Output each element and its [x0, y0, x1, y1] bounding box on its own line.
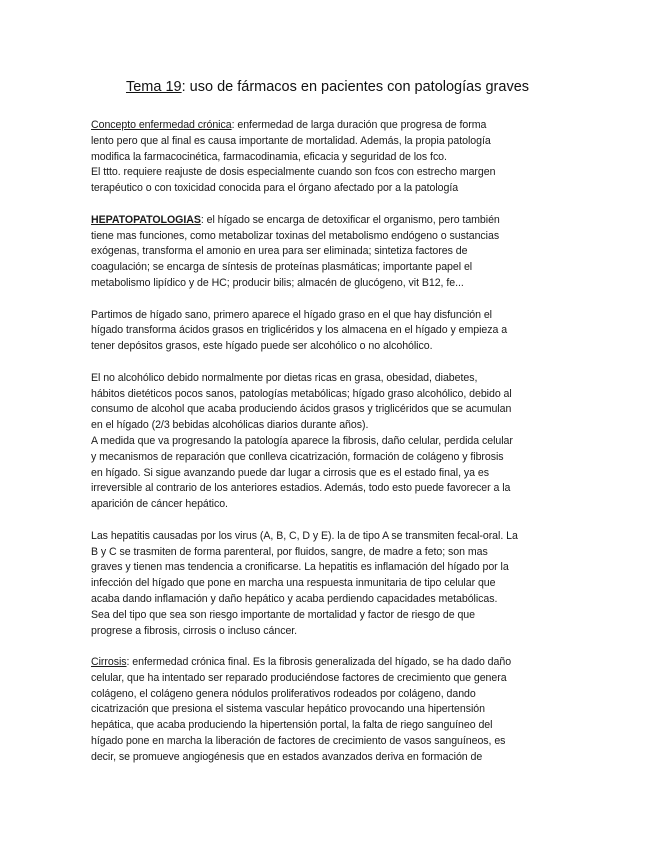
- paragraph: [91, 308, 581, 355]
- text-line: [91, 687, 581, 703]
- text-line: [91, 466, 581, 482]
- line-text: en hígado. Si sigue avanzando puede dar lugar a cirrosis que es el estado final, ya es: [91, 466, 489, 479]
- text-line: [91, 213, 581, 229]
- text-line: [91, 624, 581, 640]
- line-text: : enfermedad de larga duración que progresa de forma: [231, 119, 487, 131]
- line-text: en el hígado (2/3 bebidas alcohólicas diarios durante años).: [91, 419, 369, 432]
- line-text: Sea del tipo que sea son riesgo importante de mortalidad y factor de riesgo de que: [91, 608, 475, 621]
- text-line: [91, 481, 581, 497]
- line-text: Partimos de hígado sano, primero aparece el hígado graso en el que hay disfunción el: [91, 308, 492, 321]
- line-text: tener depósitos grasos, este hígado puede ser alcohólico o no alcohólico.: [91, 340, 433, 353]
- text-line: [91, 497, 581, 513]
- title-text: : uso de fármacos en pacientes con patologías graves: [181, 79, 530, 95]
- text-line: [91, 165, 581, 181]
- text-line: [91, 244, 581, 260]
- text-line: [91, 450, 581, 466]
- text-line: [91, 134, 581, 150]
- section-term: HEPATOPATOLOGIAS: [91, 213, 201, 226]
- text-line: [91, 339, 581, 355]
- line-text: : enfermedad crónica final. Es la fibrosis generalizada del hígado, se ha dado daño: [126, 656, 512, 669]
- text-line: [91, 545, 581, 561]
- text-line: [91, 371, 581, 387]
- line-text: aparición de cáncer hepático.: [91, 498, 228, 511]
- line-text: infección del hígado que pone en marcha una respuesta inmunitaria de tipo celular que: [91, 577, 496, 590]
- text-line: [91, 402, 581, 418]
- paragraph: [91, 529, 581, 640]
- paragraph: [91, 213, 581, 292]
- text-line: [91, 323, 581, 339]
- line-text: colágeno, el colágeno genera nódulos proliferativos rodeados por colágeno, dando: [91, 687, 476, 700]
- text-line: [91, 718, 581, 734]
- line-text: graves y tienen mas tendencia a cronificarse. La hepatitis es inflamación del hígado por la: [91, 561, 509, 574]
- text-line: [91, 418, 581, 434]
- line-text: hepática, que acaba produciendo la hipertensión portal, la falta de riego sanguíneo del: [91, 719, 493, 732]
- line-text: progrese a fibrosis, cirrosis o incluso cáncer.: [91, 624, 298, 637]
- text-line: [91, 118, 581, 134]
- line-text: acaba dando inflamación y daño hepático y acaba perdiendo capacidades metabólicas.: [91, 592, 498, 605]
- paragraph: [91, 655, 581, 766]
- line-text: hígado pone en marcha la liberación de factores de crecimiento de vasos sanguíneos, es: [91, 735, 506, 748]
- text-line: [91, 592, 581, 608]
- text-line: [91, 608, 581, 624]
- document-body: [91, 118, 581, 781]
- line-text: y mecanismos de reparación que conlleva cicatrización, formación de colágeno y fibrosis: [91, 450, 504, 463]
- line-text: hábitos dietéticos pocos sanos, patologías metabólicas; hígado graso alcohólico, debido al: [91, 387, 512, 400]
- line-text: lento pero que al final es causa importante de mortalidad. Además, la propia patología: [91, 134, 491, 147]
- text-line: [91, 308, 581, 324]
- paragraph: [91, 118, 581, 197]
- text-line: [91, 276, 581, 292]
- line-text: irreversible al contrario de los anteriores estadios. Además, todo esto puede favorecer a la: [91, 482, 511, 495]
- text-line: [91, 181, 581, 197]
- text-line: [91, 150, 581, 166]
- section-term: Concepto enfermedad crónica: [91, 119, 232, 131]
- line-text: B y C se trasmiten de forma parenteral, por fluidos, sangre, de madre a feto; son mas: [91, 545, 488, 558]
- text-line: [91, 734, 581, 750]
- line-text: Las hepatitis causadas por los virus (A, B, C, D y E). la de tipo A se transmiten fecal-oral. La: [91, 529, 518, 542]
- page-title: [0, 78, 655, 96]
- line-text: modifica la farmacocinética, farmacodinamia, eficacia y seguridad de los fco.: [91, 150, 447, 163]
- text-line: [91, 387, 581, 403]
- text-line: [91, 434, 581, 450]
- text-line: [91, 260, 581, 276]
- line-text: coagulación; se encarga de síntesis de proteínas plasmáticas; importante papel el: [91, 261, 473, 274]
- line-text: decir, se promueve angiogénesis que en estados avanzados deriva en formación de: [91, 750, 483, 763]
- line-text: celular, que ha intentado ser reparado produciéndose factores de crecimiento que genera: [91, 671, 507, 684]
- line-text: A medida que va progresando la patología aparece la fibrosis, daño celular, perdida celular: [91, 434, 513, 447]
- text-line: [91, 229, 581, 245]
- line-text: terapéutico o con toxicidad conocida para el órgano afectado por a la patología: [91, 182, 459, 195]
- line-text: consumo de alcohol que acaba produciendo ácidos grasos y triglicéridos que se acumulan: [91, 403, 512, 416]
- text-line: [91, 750, 581, 766]
- paragraph: [91, 371, 581, 513]
- line-text: El ttto. requiere reajuste de dosis especialmente cuando son fcos con estrecho margen: [91, 166, 496, 179]
- line-text: metabolismo lipídico y de HC; producir bilis; almacén de glucógeno, vit B12, fe...: [91, 276, 464, 289]
- line-text: El no alcohólico debido normalmente por dietas ricas en grasa, obesidad, diabetes,: [91, 371, 478, 384]
- line-text: : el hígado se encarga de detoxificar el organismo, pero también: [200, 213, 500, 226]
- line-text: exógenas, transforma el amonio en urea para ser eliminada; sintetiza factores de: [91, 245, 468, 258]
- text-line: [91, 529, 581, 545]
- title-topic-number: Tema 19: [125, 79, 182, 95]
- section-term: Cirrosis: [91, 656, 127, 669]
- text-line: [91, 671, 581, 687]
- text-line: [91, 702, 581, 718]
- text-line: [91, 655, 581, 671]
- line-text: cicatrización que presiona el sistema vascular hepático provocando una hipertensión: [91, 703, 485, 716]
- line-text: tiene mas funciones, como metabolizar toxinas del metabolismo endógeno o sustancias: [91, 229, 500, 242]
- text-line: [91, 576, 581, 592]
- line-text: hígado transforma ácidos grasos en triglicéridos y los almacena en el hígado y empieza a: [91, 324, 508, 337]
- text-line: [91, 560, 581, 576]
